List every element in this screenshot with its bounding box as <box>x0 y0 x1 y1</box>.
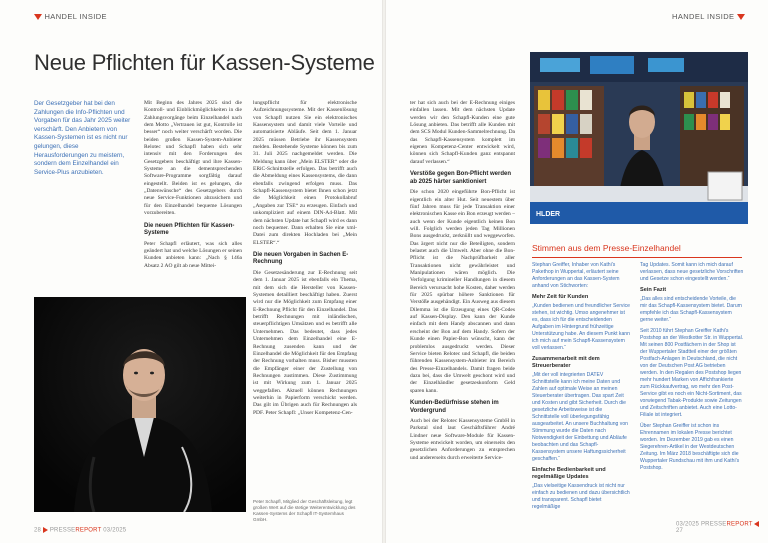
subheading: Verstöße gegen Bon-Pflicht werden ab 2025 härter sanktioniert <box>410 171 512 185</box>
paragraph: „Kunden bedienen und freundlicher Service stehen, ist wichtig. Umso angenehmer ist es, dass ich für die entscheidenden Aufgaben im Hintergrund frühzeitige Unterstützung habe. An diesem Punkt kann ich mich auf mein Schapfl-Kassensystem voll verlassen.“ <box>532 303 630 351</box>
photo-caption: Peter Schapfl, Mitglied der Geschäftsleitung, legt großen Wert auf die stetige Weiterentwicklung des Kassen-Systems der Schapfl IT-Systemhaus GmbH. <box>253 499 356 522</box>
paragraph: Die Gesetzesänderung zur E-Rechnung seit dem 1. Januar 2025 ist ebenfalls ein Thema, mit dem sich die Hersteller von Kassen-Systemen detailliert beschäftigt haben. Zuerst wird nur die Möglichkeit zum Empfang einer E-Rechnung Pflicht für den Einzelhandel. Das betrifft Rechnungen mit inländischen, steuerpflichtigen Umsätzen und es betrifft alle Unternehmen. Das bedeutet, dass jedes Unternehmen dem Einzelhandel eine E-Rechnung zusenden kann und der Einzelhandel die Möglichkeit für den Empfang der Rechnung vorhalten muss. Bisher mussten die Empfänger einer der Zustellung von Rechnungen zustimmen. Diese Zustimmung ist mit Wirkung zum 1. Januar 2025 weggefallen. Aktuell können Rechnungen weiterhin in Papierform verschickt werden. Das gilt im Übrigen auch für Rechnungen als PDF. Peter Schapfl: „Unser Kompetenz-Cen- <box>253 270 357 416</box>
sidebox-column-a <box>532 262 630 524</box>
page-number: 27 <box>676 528 684 534</box>
article-intro: Der Gesetzgeber hat bei den Zahlungen die Info-Pflichten und Vorgaben für das Jahr 2025 weiter verschärft. Den Anbietern von Kassen-Systemen ist es nicht nur gelungen, diese Herausforderungen zu meistern, sondern dem Einzelhandel ein Service-Plus anzubieten. <box>34 100 131 176</box>
portrait-photo-peter-schapfl <box>34 297 246 512</box>
left-footer <box>34 527 126 534</box>
paragraph: Auch bei der Relotec Kassensysteme GmbH in Parkstal sind laut Geschäftsführer André Lindner neue Software-Module für Kassen-Systeme entwickelt worden, um einerseits den gesetzlichen Anforderungen zu entsprechen und andererseits durch erweiterte Service- <box>410 418 515 461</box>
brand-name-accent: REPORT <box>75 528 102 534</box>
paragraph: ter hat sich auch bei der E-Rechnung einiges einfallen lassen. Mit dem nächsten Update werden wir den Schapfl-Kunden eine gute Lösung anbieten. Das betrifft alle Kunden mit dem SCS Modul Kunden-Sammelrechnung. Da das Schapfl-Kassensystem komplett im eigenen Kompetenz-Center entwickelt wird, können sich Schapfl-Kunden ganz entspannt darauf verlassen.“ <box>410 100 515 165</box>
left-running-head <box>34 12 107 21</box>
issue-number: 03/2025 <box>676 522 700 528</box>
paragraph: Peter Schapfl erläutert, was sich alles geändert hat und welche Lösungen er seinen Kunden anbieten kann: „Nach § 146a Absatz 2 AO gilt ab neue Mittei- <box>144 240 242 269</box>
paragraph: lungspflicht für elektronische Aufzeichnungssysteme. Mit der Kassenlösung von Schapfl nutzen Sie ein elektronisches Kassensystem und damit viele Vorteile und automatisierte Abläufe. Seit dem 1. Januar 2025 müssen Betriebe ihr Kassensystem melden. Bestehende Systeme können bis zum 31. Juli 2025 nachgemeldet werden. Die Meldung kann über „Mein ELSTER“ oder die ERiC-Schnittstelle erfolgen. Das betrifft auch die Abmeldung eines Kassensystems, die dann ebenfalls zwingend erfolgen muss. Das Schapfl-Kassensystem bietet Ihnen schon jetzt die Möglichkeit einen Protokollabruf „Angaben zur TSE“ zu erzeugen. Einfach und unkompliziert auf einem DIN-A4-Blatt. Mit dem nächsten Update hat Schapfl wird es dann noch bequemer. Dann erhalten Sie eine xml-Datei zum direkten Hochladen bei „Mein ELSTER“.“ <box>253 100 357 246</box>
sidebox-column-b <box>640 262 744 524</box>
brand-name-accent: REPORT <box>726 522 753 528</box>
subheading: Die neuen Pflichten für Kassen-Systeme <box>144 222 235 237</box>
red-triangle-icon <box>34 14 42 20</box>
red-arrow-icon <box>754 521 759 527</box>
shop-photo-stephan-greiffer <box>530 52 748 224</box>
left-column-3 <box>253 100 357 524</box>
page-number: 28 <box>34 528 42 534</box>
red-triangle-icon <box>737 14 745 20</box>
red-arrow-icon <box>43 527 48 533</box>
article-headline: Neue Pflichten für Kassen-Systeme <box>34 50 375 75</box>
paragraph: „Das alles sind entscheidende Vorteile, die mir das Schapfl-Kassensystem bietet. Darum empfehle ich das Schapfl-Kassensystem gerne weiter.“ <box>640 296 742 323</box>
paragraph: Die schon 2020 eingeführte Bon-Pflicht ist eigentlich ein alter Hut. Seit neuestem über fünf Jahren muss für jede Transaktion einer elektronischen Kasse ein Bon erzeugt werden – auch wenn der Kunde eigentlich keinen Bon will. Folglich werden jeden Tag Millionen Bons ausgedruckt, zerknüllt und weggeworfen. Das ärgert nicht nur die Beteiligten, sondern belastet auch die Umwelt. Aber ohne die Bon-Pflicht ist die Nachprüfbarkeit aller Transaktionen nicht gewährleistet und Manipulationen wären möglich. Die Verfolgung krimineller Handlungen in diesem Bereich verursacht hohe Kosten, daher werden für 2025 spürbar höhere Sanktionen für Verstöße ausgehändigt. Ein Ausweg aus diesem Dilemma ist die Erzeugung eines QR-Codes auf Kassen-Display. Den kann der Kunde einfach mit dem Handy abscannen und dann erscheint der Bon auf dem Handy. Sofern der Kunde einen Papier-Bon wünscht, kann der problemlos ausgedruckt werden. Dieser Service bieten Relotec und Schapfl, die beiden führenden Kassensystem-Anbieter im Bereich des Presse-Einzelhandels. Damit fragen beide dazu bei, dass die Umwelt geschont wird und der Einzelhändler gesetzeskonform Geld sparen kann. <box>410 189 515 394</box>
subheading: Zusammenarbeit mit dem Streuerberater <box>532 356 600 369</box>
brand-name: PRESSE <box>49 528 76 534</box>
subheading: Sein Fazit <box>640 287 667 293</box>
issue-number: 03/2025 <box>103 528 127 534</box>
section-label: HANDEL INSIDE <box>672 12 735 21</box>
paragraph: Seit 2010 führt Stephan Greiffer Kathi's Postshop an der Westkotter Str. in Wuppertal. Mit seinen 800 Postfächern in der Shop ist der Wuppertaler Stadtteil einer der größten Postfach-Anlagen in Deutschland, die nicht von der Deutschen Post AG betrieben werden. In den Regalen des Postshop liegen mehr hundert Marken von Affichfrankierte zum Rückkaufvertrag, wo mehr den Post-Service gibt es noch ein Nicht-Sortiment, das vorwiegend Tabak-Produkte sowie Zeitungen und Zeitschriften anbietet. Auch eine Lotto-Filiale ist integriert. <box>640 328 744 418</box>
left-column-2 <box>144 100 242 290</box>
paragraph: „Mit der voll integrierten DATEV Schnittstelle kann ich meine Daten und Zahlen auf optimale Weise an meinen Steuerberater übertragen. Das spart Zeit und Kosten und gibt Sicherheit. Durch die gesetzliche Arbeitsweise ist die Schnittstelle voll überlegungsfähig ausgearbeitet. An unsere Buchhaltung von Stimmung wurde die Daten nach Notwendigkeit der Einbettung und Abläufe beobachten und das Schapfl-Kassensystem unsere Haftungssicherheit geschaffen.“ <box>532 372 629 462</box>
sidebox-title: Stimmen aus dem Presse-Einzelhandel <box>532 243 681 253</box>
shop-sign-text: HLDER <box>536 211 561 218</box>
right-running-head <box>672 12 745 21</box>
sidebox-rule <box>532 257 742 258</box>
right-footer <box>676 521 768 534</box>
section-label: HANDEL INSIDE <box>44 12 107 21</box>
paragraph: Tag Updates. Somit kann ich mich darauf verlassen, dass neue gesetzliche Vorschriften und Gesetze schon eingestellt werden.“ <box>640 262 744 282</box>
paragraph: Mit Beginn des Jahres 2025 sind die Kontroll- und Einblickmöglichkeiten in die Zahlungsvorgänge beim Einzelhandel nach dem Motto „Vertrauen ist gut, Kontrolle ist besser“ noch weiter verschärft worden. Die beiden großen Kassen-System-Anbieter Relotec und Schapfl haben sich sehr intensiv mit den Forderungen des Gesetzgebers beschäftigt und ihre Kassen-Systeme an die dementsprechenden Software-Programme sorgfältig darauf eingestellt. Beiden ist es gelungen, die „Datenwünsche“ des Gesetzgebers durch neue Service-Funktionen abzusichern und für den Einzelhandel bequeme Lösungen vorzubereiten. <box>144 100 242 217</box>
subheading: Einfache Bedienbarkeit und regelmäßige Updates <box>532 467 606 480</box>
paragraph: Stephan Greiffer, Inhaber von Kathi's Pakethop in Wuppertal, erläutert seine Anforderungen an das Kassen-System anhand von Stichworten: <box>532 262 620 289</box>
subheading: Kunden-Bedürfnisse stehen im Vordergrund <box>410 399 499 414</box>
right-column-1 <box>410 100 515 526</box>
paragraph: „Das vielseitige Kassendruck ist nicht nur einfach zu bedienen und dazu übersichtlich und transparent. Schapfl bietet regelmäßige <box>532 483 630 510</box>
testimonial-sidebox <box>532 243 742 262</box>
subheading: Mehr Zeit für Kunden <box>532 294 589 300</box>
page-gutter <box>382 0 386 543</box>
paragraph: Über Stephan Greiffer ist schon ins Ehrennamen im lokalen Presse berichtet worden. Im Dezember 2019 gab es einen Siegerehren-Artikel in der Westdeutschen Zeitung. Im März 2018 beschäftigte sich die Wuppertaler Rundschau mit ihm und Kathi's Postshop. <box>640 423 740 471</box>
subheading: Die neuen Vorgaben in Sachen E-Rechnung <box>253 251 349 266</box>
brand-name: PRESSE <box>700 522 727 528</box>
